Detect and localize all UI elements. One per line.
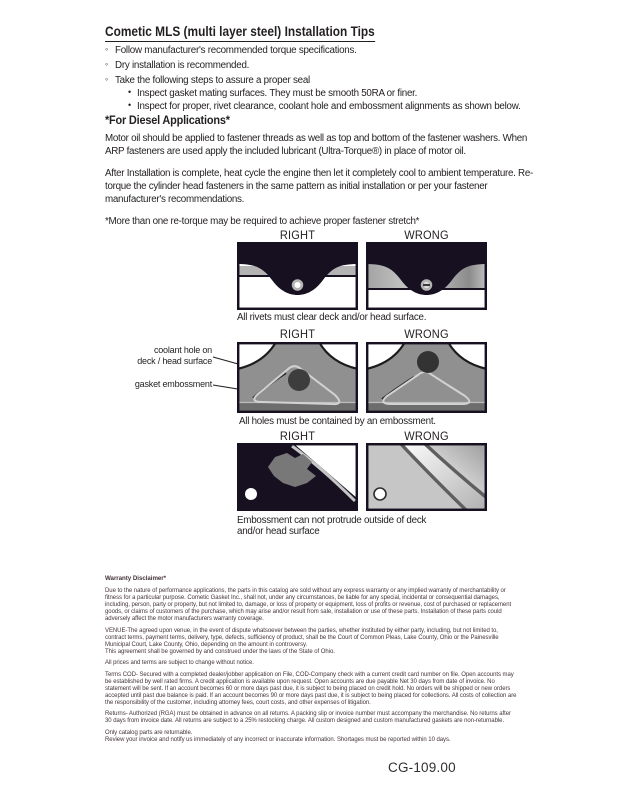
- list-item: [105, 60, 550, 71]
- list-item: [105, 45, 550, 56]
- page-title: Cometic MLS (multi layer steel) Installation Tips: [105, 24, 375, 42]
- warranty-disclaimer-section: [105, 575, 517, 748]
- list-item: [128, 88, 550, 99]
- diagram3-caption-line1: Embossment can not protrude outside of deck: [237, 515, 427, 526]
- legal-paragraph: Only catalog parts are returnable.: [105, 729, 193, 736]
- circle-bullet-icon: ◦: [105, 74, 108, 85]
- diagram3-caption-line2: and/or head surface: [237, 526, 320, 537]
- diesel-paragraph: Motor oil should be applied to fastener threads as well as top and bottom of the fastener washers. When ARP fasteners are used apply the included lubricant (Ultra-Torque®) in place of motor oil.: [105, 133, 528, 157]
- legal-paragraph: Terms COD- Secured with a completed dealer/jobber application on File, COD-Company check with a current credit card number on file. Open accounts may be established by well rated firms. A credit application is available upon request. Open accounts are due payable Net 30 days from date of invoice. No statement will be sent. If an account becomes 60 or more days past due, it is subject to being placed on credit hold. No orders will be shipped or new orders accepted until past due balance is paid. If an account becomes 90 or more days past due, it is subject to being placed for collections. All costs of collection are the responsibility of the customer, including attorney fees, court costs, and other expenses of litigation.: [105, 671, 517, 706]
- dot-bullet-icon: •: [128, 87, 131, 98]
- legal-paragraph: Returns- Authorized (RGA) must be obtained in advance on all returns. A packing slip or invoice number must accompany the merchandise. No returns after 30 days from invoice date. All returns are subject to a 25% restocking charge. All custom designed and custom manufactured gaskets are non-returnable.: [105, 711, 511, 724]
- diesel-paragraph: After Installation is complete, heat cycle the engine then let it completely cool to ambient temperature. Re-torque the cylinder head fasteners in the same pattern as initial installation or per your fastener manufacturer's recommendations.: [105, 168, 533, 205]
- page-code: CG-109.00: [388, 760, 456, 775]
- tip-text: Follow manufacturer's recommended torque specifications.: [115, 45, 357, 56]
- embossment-protrusion-wrong-diagram: [366, 443, 487, 511]
- embossment-annotation: gasket embossment: [134, 379, 212, 389]
- list-item: [128, 101, 550, 112]
- diagram1-right-label: RIGHT: [279, 228, 316, 242]
- diagram2-caption: All holes must be contained by an embossment.: [239, 416, 436, 427]
- diagram2-wrong-label: WRONG: [404, 327, 449, 341]
- legal-paragraph: Due to the nature of performance applications, the parts in this catalog are sold without any express warranty or any implied warranty of merchantability or fitness for a particular purpose. Cometic Gasket Inc., shall not, under any circumstances, be liable for any special, incidental or consequential damages, including, person, party or property, but not limited to, damage, or loss of property or equipment, loss of profits or revenue, cost of purchased or replacement goods, or claims of customers of the purchase, which may arise and/or result from sale, installation or use of these parts. Installation of these parts could adversely affect the motor manufacturers warranty coverage.: [105, 588, 512, 622]
- dot-bullet-icon: •: [128, 100, 131, 111]
- diagram3-right-label: RIGHT: [279, 429, 316, 443]
- legal-paragraph: All prices and terms are subject to change without notice.: [105, 660, 254, 666]
- list-item: [105, 75, 550, 112]
- diesel-heading: *For Diesel Applications*: [105, 115, 230, 127]
- legal-heading: Warranty Disclaimer*: [105, 575, 167, 582]
- rivet-clearance-wrong-diagram: [366, 242, 487, 310]
- embossment-containment-right-diagram: [237, 342, 358, 413]
- diesel-paragraph: *More than one re-torque may be required to achieve proper fastener stretch*: [105, 216, 420, 227]
- diagram3-wrong-label: WRONG: [404, 429, 449, 443]
- circle-bullet-icon: ◦: [105, 59, 108, 70]
- installation-tips-list: [105, 45, 550, 116]
- diagram2-right-label: RIGHT: [279, 327, 316, 341]
- tip-text: Take the following steps to assure a proper seal: [115, 75, 310, 87]
- tip-text: Inspect gasket mating surfaces. They must be smooth 50RA or finer.: [137, 88, 418, 100]
- embossment-protrusion-right-diagram: [237, 443, 358, 511]
- legal-paragraph: This agreement shall be governed by and construed under the laws of the State of Ohio.: [105, 648, 335, 655]
- legal-paragraph: Review your invoice and notify us immediately of any incorrect or inaccurate information. Shortages must be reported within 10 days.: [105, 736, 451, 743]
- coolant-hole-annotation: coolant hole on deck / head surface: [137, 345, 212, 366]
- sub-list: [115, 88, 550, 112]
- rivet-clearance-right-diagram: [237, 242, 358, 310]
- diagram1-caption: All rivets must clear deck and/or head surface.: [237, 312, 427, 323]
- circle-bullet-icon: ◦: [105, 44, 108, 54]
- tip-text: Dry installation is recommended.: [115, 60, 250, 72]
- diagram1-wrong-label: WRONG: [404, 228, 449, 242]
- diesel-applications-section: [105, 115, 543, 237]
- tip-text: Inspect for proper, rivet clearance, coolant hole and embossment alignments as shown below.: [137, 101, 521, 113]
- embossment-containment-wrong-diagram: [366, 342, 487, 413]
- legal-paragraph: VENUE-The agreed upon venue, in the event of dispute whatsoever between the parties, whether instituted by either party, including, but not limited to, contract terms, payment terms, delivery, type, defects, sufficiency of product, shall be the Court of Common Pleas, Lake County, Ohio or the Painesville Municipal Court, Lake County, Ohio, depending on the amount in controversy.: [105, 627, 499, 648]
